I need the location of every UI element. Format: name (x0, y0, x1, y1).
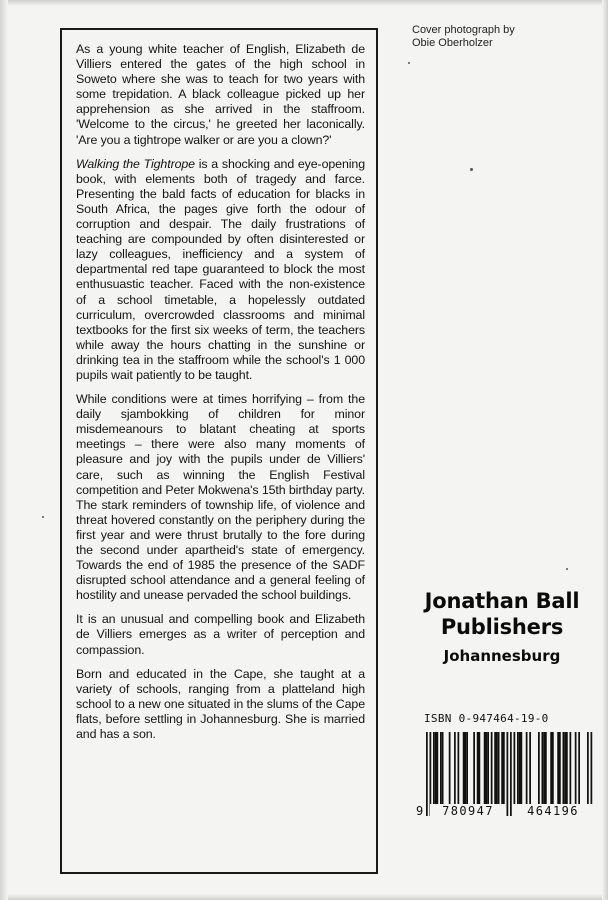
barcode-bar (563, 732, 565, 806)
barcode-bar (433, 732, 435, 806)
paper-speck (566, 568, 568, 570)
blurb-paragraph-5: Born and educated in the Cape, she taught at a variety of schools, ranging from a platteland high school to a new one situated in the slums of the Cape flats, before settling in Johannesburg. She is married and has a son. (76, 666, 365, 742)
barcode-bar (484, 732, 486, 806)
barcode-bar (557, 732, 559, 806)
barcode-bar (542, 732, 544, 806)
barcode-bar (449, 732, 451, 806)
barcode-bar (545, 732, 547, 806)
cover-edge-left (0, 0, 8, 900)
barcode-bar (466, 732, 468, 806)
photo-credit-line-2: Obie Oberholzer (412, 37, 493, 49)
barcode-bar (491, 732, 493, 806)
blurb-paragraph-2-text: is a shocking and eye-opening book, with elements both of tragedy and farce. Presenting the bald facts of education for blacks in South Africa, the pages give forth the odour of corruption and despair. The daily frustrations of teaching are compounded by often disinterested or lazy colleagues, inefficiency and a system of departmental red tape guaranteed to block the most enthusuastic teacher. Faced with the non-existence of a school timetable, a hopelessly outdated curriculum, overcrowded classrooms and minimal textbooks for the first six weeks of term, the teachers while away the hours chatting in the sunshine or drinking tea in the staffroom while the school's 1 000 pupils wait patiently to be taught. (76, 156, 365, 382)
barcode-bar (437, 732, 439, 806)
barcode-bar (458, 732, 460, 806)
barcode-bar (496, 732, 498, 806)
barcode-bar (503, 732, 505, 806)
barcode-bar (498, 732, 500, 806)
barcode-bar (487, 732, 489, 806)
blurb-paragraph-4: It is an unusual and compelling book and Elizabeth de Villiers emerges as a writer of perception and compassion. (76, 612, 365, 657)
publisher-block (412, 588, 592, 666)
barcode-bar (463, 732, 465, 806)
barcode-bar (517, 732, 519, 806)
publisher-name-line-2: Publishers (440, 615, 564, 639)
blurb-paragraph-2 (76, 157, 365, 383)
barcode-bar (465, 732, 467, 806)
isbn-label: ISBN 0-947464-19-0 (424, 712, 549, 725)
paper-speck (42, 516, 44, 518)
cover-edge-right (602, 0, 608, 900)
paper-speck (470, 168, 473, 171)
barcode-bar (435, 732, 437, 806)
ean-right-group: 464196 (512, 804, 594, 818)
barcode-bar (514, 732, 516, 806)
barcode-digits (416, 804, 602, 820)
barcode-bar (552, 732, 554, 806)
barcode-bar (550, 732, 552, 806)
barcode-bar (570, 732, 572, 806)
barcode-bar (543, 732, 545, 806)
barcode-bar (494, 732, 496, 806)
publisher-city: Johannesburg (443, 647, 561, 665)
blurb-paragraph-1: As a young white teacher of English, Elizabeth de Villiers entered the gates of the high school in Soweto where she was to teach for two years with some trepidation. A black colleague picked up her apprehension as she arrived in the staffroom. 'Welcome to the circus,' he greeted her laconically. 'Are you a tightrope walker or are you a clown?' (76, 42, 365, 147)
barcode-area (416, 712, 602, 830)
barcode-bar (442, 732, 444, 806)
barcode-bar (440, 732, 442, 806)
barcode-bar (454, 732, 456, 806)
barcode-bar (521, 732, 523, 806)
blurb-box (60, 28, 378, 874)
barcode-bar (526, 732, 528, 806)
blurb-paragraph-3: While conditions were at times horrifying – from the daily sjambokking of children for minor misdemeanours to blatant cheating at sports meetings – there were also many moments of pleasure and joy with the pupils under de Villiers' care, such as winning the English Festival competition and Peter Mokwena's 15th birthday party. The stark reminders of township life, of violence and threat hovered constantly on the periphery during the first year and were thrust brutally to the fore during the second under apartheid's state of emergency. Towards the end of 1985 the presence of the SADF disrupted school attendance and a general feeling of hostility and unease pervaded the school buildings. (76, 392, 365, 603)
ean-first-digit: 9 (416, 804, 424, 818)
barcode-bar (477, 732, 479, 806)
book-title-italic: Walking the Tightrope (76, 156, 195, 171)
barcode-bar (501, 732, 503, 806)
barcode-bar (473, 732, 475, 806)
photo-credit-line-1: Cover photograph by (412, 24, 515, 36)
photo-credit (412, 24, 515, 50)
barcode-bar (575, 732, 577, 806)
ean-left-group: 780947 (430, 804, 506, 818)
publisher-name-line-1: Jonathan Ball (424, 589, 580, 613)
paper-speck (408, 62, 410, 64)
barcode-bar (538, 732, 540, 806)
cover-edge-bottom (0, 894, 608, 900)
barcode-bar (529, 732, 531, 806)
barcode-bar (564, 732, 566, 806)
barcode-bar (566, 732, 568, 806)
barcode-bar (559, 732, 561, 806)
barcode-bar (479, 732, 481, 806)
barcode-bar (519, 732, 521, 806)
barcode-bar (486, 732, 488, 806)
barcode-bar (578, 732, 580, 806)
cover-edge-top (0, 0, 608, 6)
